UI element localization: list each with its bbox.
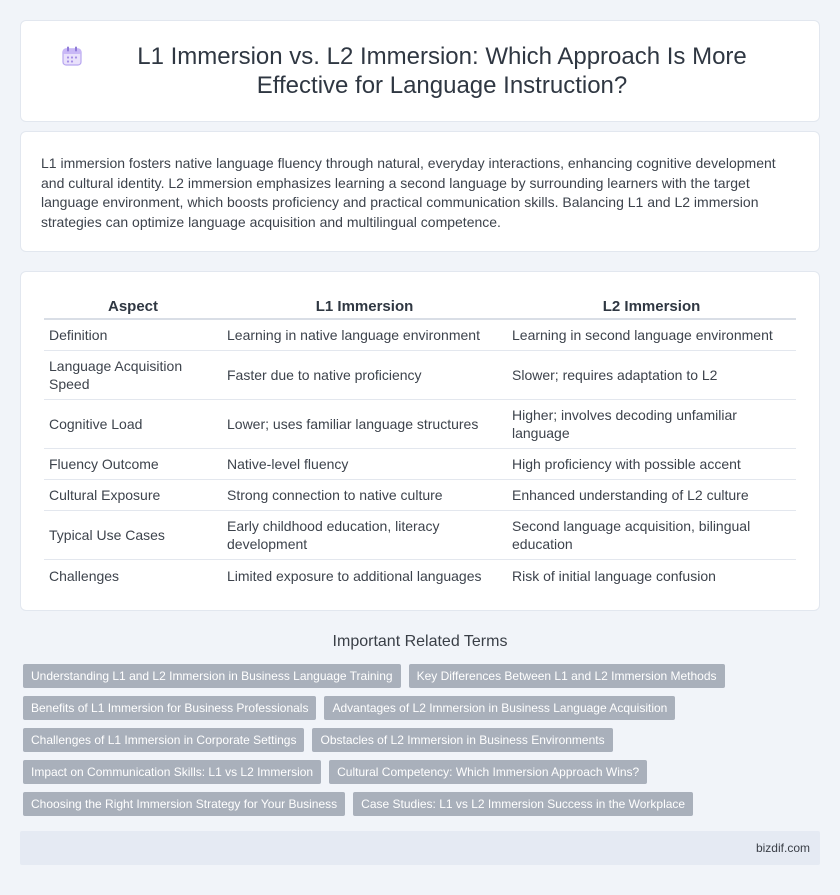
site-name[interactable]: bizdif.com (755, 841, 810, 855)
comparison-table (44, 294, 796, 591)
column-header-aspect: Aspect (44, 294, 222, 320)
table-row (44, 560, 796, 591)
table-cell: Cognitive Load (44, 400, 222, 449)
table-row (44, 480, 796, 511)
table-cell: Learning in native language environment (222, 320, 507, 351)
table-cell: Lower; uses familiar language structures (222, 400, 507, 449)
related-term-tag[interactable]: Impact on Communication Skills: L1 vs L2 Immersion (23, 760, 321, 784)
table-cell: Definition (44, 320, 222, 351)
table-row (44, 351, 796, 400)
table-cell: Fluency Outcome (44, 449, 222, 480)
table-cell: Enhanced understanding of L2 culture (507, 480, 796, 511)
related-term-tag[interactable]: Cultural Competency: Which Immersion Approach Wins? (329, 760, 647, 784)
tag-row (23, 792, 823, 816)
table-cell: Second language acquisition, bilingual education (507, 511, 796, 560)
tag-row (23, 728, 823, 752)
related-term-tag[interactable]: Case Studies: L1 vs L2 Immersion Success in the Workplace (353, 792, 693, 816)
related-term-tag[interactable]: Advantages of L2 Immersion in Business Language Acquisition (324, 696, 675, 720)
table-row (44, 511, 796, 560)
column-header-l2: L2 Immersion (507, 294, 796, 320)
table-cell: Strong connection to native culture (222, 480, 507, 511)
table-cell: High proficiency with possible accent (507, 449, 796, 480)
table-row (44, 400, 796, 449)
related-term-tag[interactable]: Key Differences Between L1 and L2 Immersion Methods (409, 664, 725, 688)
comparison-card (20, 271, 820, 611)
tag-row (23, 664, 823, 688)
related-terms-list (23, 664, 823, 824)
table-cell: Cultural Exposure (44, 480, 222, 511)
footer (20, 831, 820, 865)
table-cell: Faster due to native proficiency (222, 351, 507, 400)
tag-row (23, 696, 823, 720)
header-card (20, 20, 820, 122)
table-cell: Learning in second language environment (507, 320, 796, 351)
table-cell: Typical Use Cases (44, 511, 222, 560)
related-term-tag[interactable]: Obstacles of L2 Immersion in Business Environments (312, 728, 612, 752)
table-cell: Early childhood education, literacy development (222, 511, 507, 560)
calendar-icon (61, 45, 83, 67)
table-cell: Native-level fluency (222, 449, 507, 480)
related-term-tag[interactable]: Benefits of L1 Immersion for Business Professionals (23, 696, 316, 720)
page-title: L1 Immersion vs. L2 Immersion: Which Approach Is More Effective for Language Instruction? (137, 43, 747, 99)
intro-text: L1 immersion fosters native language fluency through natural, everyday interactions, enhancing cognitive development and cultural identity. L2 immersion emphasizes learning a second language by surrounding learners with the target language environment, which boosts proficiency and practical communication skills. Balancing L1 and L2 immersion strategies can optimize language acquisition and multilingual competence. (41, 155, 776, 230)
intro-card (20, 131, 820, 252)
table-cell: Language Acquisition Speed (44, 351, 222, 400)
related-terms-heading: Important Related Terms (332, 633, 508, 650)
table-cell: Higher; involves decoding unfamiliar language (507, 400, 796, 449)
table-row (44, 449, 796, 480)
table-cell: Challenges (49, 567, 120, 584)
table-header-row (44, 294, 796, 320)
related-term-tag[interactable]: Understanding L1 and L2 Immersion in Business Language Training (23, 664, 401, 688)
table-cell: Risk of initial language confusion (512, 567, 716, 584)
table-cell: Slower; requires adaptation to L2 (507, 351, 796, 400)
table-row (44, 320, 796, 351)
column-header-l1: L1 Immersion (222, 294, 507, 320)
table-cell: Limited exposure to additional languages (227, 567, 482, 584)
related-term-tag[interactable]: Choosing the Right Immersion Strategy for Your Business (23, 792, 345, 816)
related-term-tag[interactable]: Challenges of L1 Immersion in Corporate Settings (23, 728, 304, 752)
tag-row (23, 760, 823, 784)
